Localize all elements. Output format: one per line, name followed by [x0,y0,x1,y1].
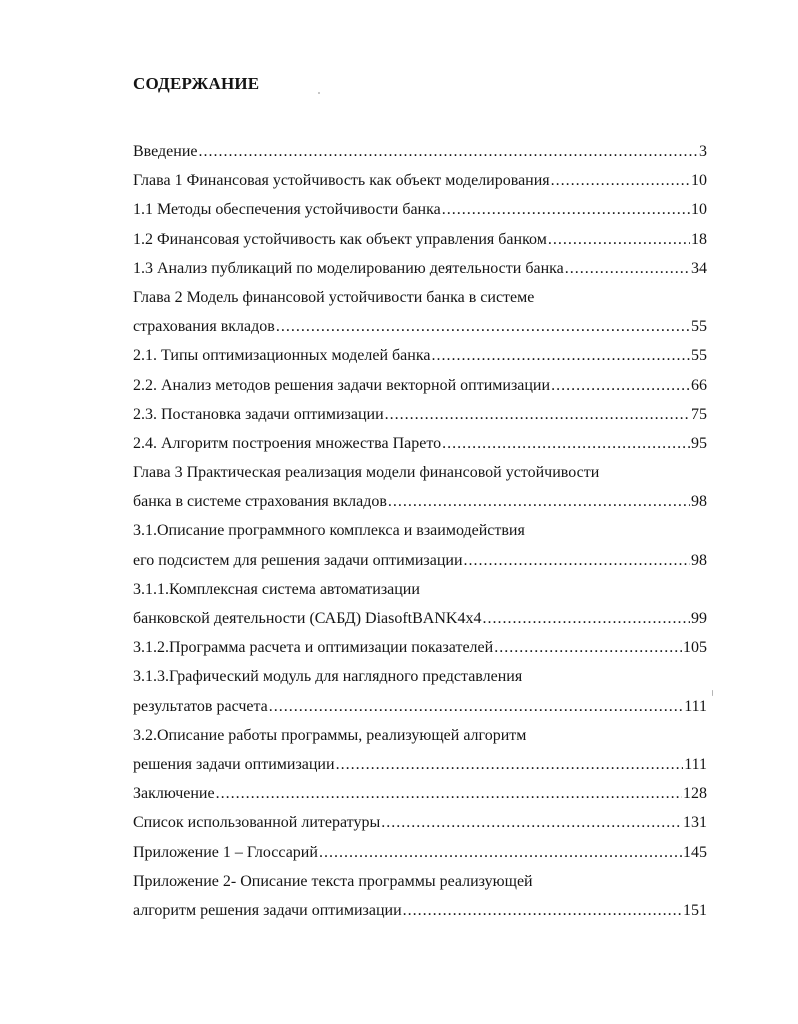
toc-entry [133,254,707,283]
toc-dot-leader [385,400,690,429]
toc-entry-label: 1.1 Методы обеспечения устойчивости банка [133,201,441,219]
toc-dot-leader [442,195,690,224]
toc-entry [133,429,707,458]
toc-entry-label: 3.1.1.Комплексная система автоматизации [133,580,420,598]
toc-page-number: 98 [691,493,707,511]
toc-entry-label: Приложение 2- Описание текста программы реализующей [133,872,533,890]
toc-dot-leader [442,429,690,458]
toc-entry-heading-line [133,283,707,312]
toc-entry-label: 2.1. Типы оптимизационных моделей банка [133,347,431,365]
toc-entry [133,487,707,516]
toc-entry [133,371,707,400]
toc-dot-leader [276,312,690,341]
toc-page-number: 55 [691,318,707,336]
toc-entry-label: Глава 3 Практическая реализация модели финансовой устойчивости [133,464,600,482]
toc-entry [133,633,707,662]
toc-entry-label: Приложение 1 – Глоссарий [133,843,318,861]
toc-entry [133,838,707,867]
toc-entry [133,225,707,254]
toc-entry-label: Введение [133,143,198,160]
toc-dot-leader [565,254,690,283]
scan-speck [318,92,320,94]
toc-entry-heading-line [133,867,707,896]
toc-page-number: 98 [691,551,707,569]
toc-entry-label: 2.2. Анализ методов решения задачи векторной оптимизации [133,376,551,394]
toc-entry-label: банка в системе страхования вкладов [133,493,387,511]
toc-entry-label: страхования вкладов [133,318,275,336]
toc-entry-label: его подсистем для решения задачи оптимизации [133,551,463,569]
toc-page-number: 10 [691,172,707,190]
toc-dot-leader [548,225,690,254]
toc-entry [133,808,707,837]
toc-entry-heading-line [133,721,707,750]
toc-dot-leader [199,137,699,166]
toc-dot-leader [431,341,690,370]
toc-entry-label: банковской деятельности (САБД) DiasoftBANK4x4 [133,610,482,627]
toc-entry [133,604,707,633]
toc-page-number: 18 [691,230,707,248]
toc-page-number: 75 [691,405,707,423]
toc-dot-leader [319,838,682,867]
toc-page-number: 145 [683,843,707,861]
toc-entry-label: 3.1.2.Программа расчета и оптимизации показателей [133,639,494,657]
toc-entry-heading-line [133,575,707,604]
toc-entry-label: результатов расчета [133,697,268,715]
toc-entry-label: Глава 1 Финансовая устойчивость как объект моделирования [133,172,550,190]
toc-entry-label: 3.1.Описание программного комплекса и взаимодействия [133,522,525,540]
toc-entry-label: Глава 2 Модель финансовой устойчивости банка в системе [133,288,535,306]
toc-dot-leader [381,808,682,837]
toc-entry-label: Список использованной литературы [133,814,381,832]
toc-page-number: 131 [683,814,707,832]
toc-entry-heading-line [133,662,707,691]
toc-entry-label: алгоритм решения задачи оптимизации [133,901,402,919]
toc-entry-label: 3.1.3.Графический модуль для наглядного представления [133,668,523,686]
toc-entry [133,692,707,721]
toc-entry [133,166,707,195]
toc-entry-label: 1.2 Финансовая устойчивость как объект управления банком [133,230,547,248]
toc-entry [133,312,707,341]
toc-page-number: 34 [691,259,707,277]
table-of-contents [133,137,707,925]
toc-dot-leader [269,692,683,721]
toc-entry-heading-line [133,516,707,545]
toc-page-number: 95 [691,434,707,452]
toc-entry-label: 2.4. Алгоритм построения множества Парето [133,434,442,452]
toc-dot-leader [216,779,682,808]
toc-page-number: 3 [699,143,707,160]
toc-dot-leader [482,604,690,633]
toc-page-number: 55 [691,347,707,365]
toc-page-number: 99 [691,610,707,627]
toc-dot-leader [551,371,690,400]
toc-entry-label: 3.2.Описание работы программы, реализующей алгоритм [133,726,527,744]
toc-entry [133,750,707,779]
toc-dot-leader [336,750,684,779]
page-title: СОДЕРЖАНИЕ [133,74,260,93]
toc-dot-leader [494,633,682,662]
toc-page-number: 111 [684,755,707,773]
toc-entry-label: 1.3 Анализ публикаций по моделированию деятельности банка [133,259,564,277]
toc-dot-leader [388,487,690,516]
toc-page-number: 10 [691,201,707,219]
toc-dot-leader [551,166,690,195]
toc-entry [133,546,707,575]
toc-entry [133,341,707,370]
toc-dot-leader [403,896,682,925]
toc-page-number: 105 [683,639,707,657]
toc-page-number: 128 [683,785,707,803]
toc-entry [133,779,707,808]
toc-page-number: 111 [684,697,707,715]
toc-entry [133,195,707,224]
toc-dot-leader [464,546,690,575]
toc-page-number: 151 [683,901,707,919]
toc-entry-heading-line [133,458,707,487]
toc-entry-label: решения задачи оптимизации [133,755,335,773]
toc-entry [133,896,707,925]
toc-entry [133,137,707,166]
toc-entry-label: 2.3. Постановка задачи оптимизации [133,405,384,423]
toc-entry-label: Заключение [133,785,215,803]
toc-page-number: 66 [691,376,707,394]
scan-speck [712,690,713,696]
toc-entry [133,400,707,429]
